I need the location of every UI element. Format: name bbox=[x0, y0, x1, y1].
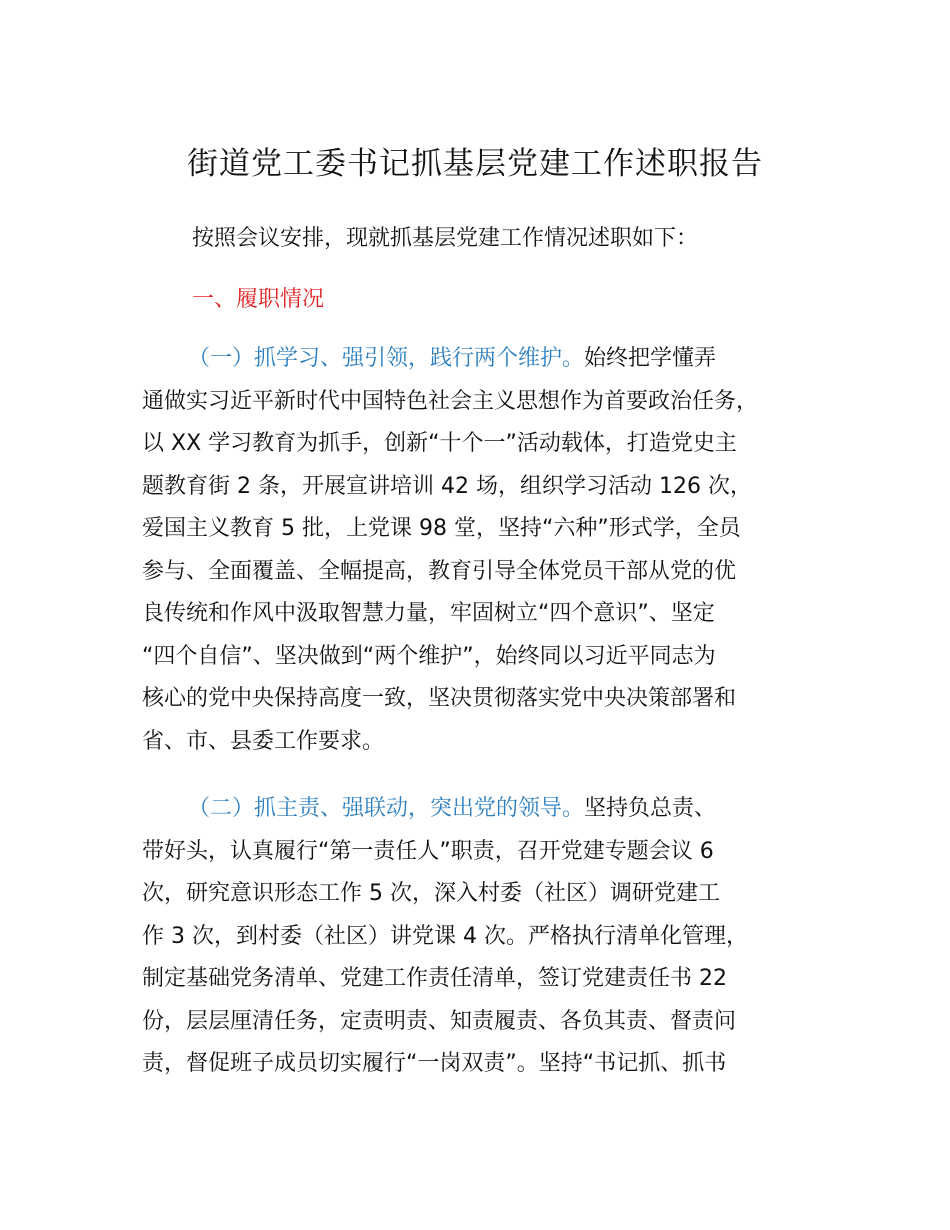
paragraph-line: 带好头，认真履行“第一责任人”职责，召开党建专题会议 6 bbox=[142, 838, 714, 864]
subheading-study-leadership: （一）抓学习、强引领，践行两个维护。 bbox=[188, 346, 585, 371]
paragraph-line: 制定基础党务清单、党建工作责任清单，签订党建责任书 22 bbox=[142, 966, 727, 991]
paragraph-line: “四个自信”、坚决做到“两个维护”，始终同以习近平同志为 bbox=[142, 643, 716, 669]
paragraph-line: 责，督促班子成员切实履行“一岗双责”。坚持“书记抓、抓书 bbox=[142, 1051, 727, 1076]
line-text: 坚持负总责、 bbox=[584, 796, 717, 821]
paragraph-line: 爱国主义教育 5 批，上党课 98 堂，坚持“六种”形式学，全员 bbox=[142, 516, 741, 541]
paragraph-line: 参与、全面覆盖、全幅提高，教育引导全体党员干部从党的优 bbox=[142, 558, 737, 584]
paragraph-line: 份，层层厘清任务，定责明责、知责履责、各负其责、督责问 bbox=[142, 1008, 737, 1034]
intro-paragraph: 按照会议安排，现就抓基层党建工作情况述职如下： bbox=[192, 226, 699, 251]
line-text: 始终把学懂弄 bbox=[584, 346, 717, 371]
paragraph-line: 良传统和作风中汲取智慧力量，牢固树立“四个意识”、坚定 bbox=[142, 601, 715, 626]
subheading-responsibility: （二）抓主责、强联动，突出党的领导。 bbox=[188, 796, 585, 821]
paragraph-line bbox=[142, 338, 842, 381]
paragraph-line: 通做实习近平新时代中国特色社会主义思想作为首要政治任务， bbox=[142, 388, 759, 414]
paragraph-study-leadership bbox=[142, 338, 842, 763]
paragraph-responsibility bbox=[142, 788, 842, 1086]
paragraph-line bbox=[142, 788, 842, 831]
paragraph-line: 以 XX 学习教育为抓手，创新“十个一”活动载体，打造党史主 bbox=[142, 431, 737, 456]
paragraph-line: 省、市、县委工作要求。 bbox=[142, 728, 385, 754]
paragraph-line: 核心的党中央保持高度一致，坚决贯彻落实党中央决策部署和 bbox=[142, 686, 737, 711]
section-heading-performance: 一、履职情况 bbox=[192, 287, 325, 312]
paragraph-line: 次，研究意识形态工作 5 次，深入村委（社区）调研党建工 bbox=[142, 881, 720, 906]
paragraph-line: 作 3 次，到村委（社区）讲党课 4 次。严格执行清单化管理， bbox=[142, 923, 748, 949]
document-title: 街道党工委书记抓基层党建工作述职报告 bbox=[187, 146, 763, 182]
paragraph-line: 题教育街 2 条，开展宣讲培训 42 场，组织学习活动 126 次， bbox=[142, 473, 752, 499]
